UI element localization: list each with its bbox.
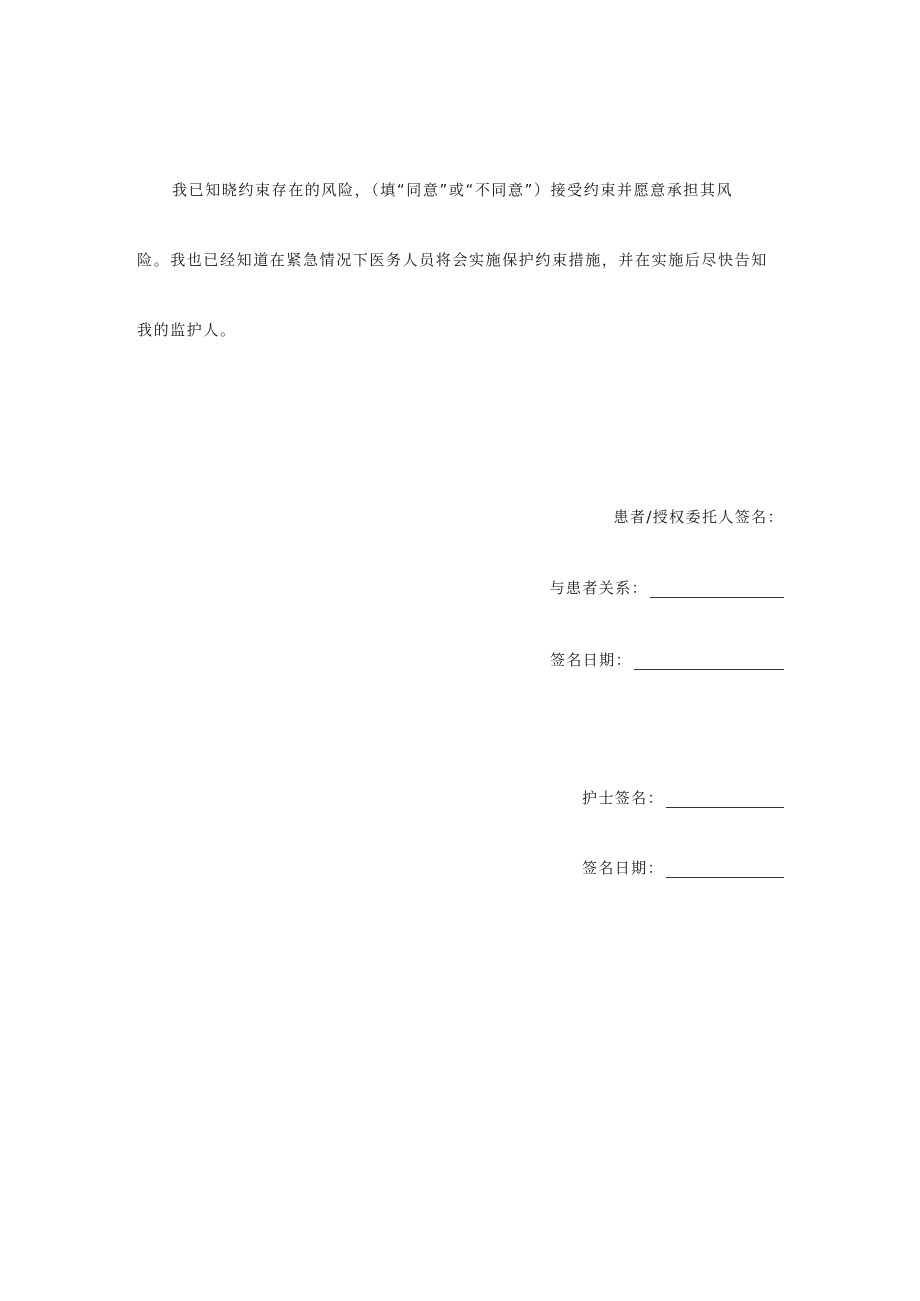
nurse-signature-label: 护士签名：	[581, 789, 664, 807]
relation-row	[550, 578, 784, 598]
consent-text-line-2: 险。我也已经知道在紧急情况下医务人员将会实施保护约束措施，并在实施后尽快告知	[137, 251, 768, 269]
nurse-date-blank-field[interactable]	[666, 863, 784, 878]
relation-blank-field[interactable]	[650, 583, 784, 598]
nurse-signature-row	[582, 788, 784, 808]
patient-date-blank-field[interactable]	[634, 655, 784, 670]
nurse-date-label: 签名日期：	[581, 859, 664, 877]
nurse-signature-blank-field[interactable]	[666, 793, 784, 808]
relation-label: 与患者关系：	[549, 579, 648, 597]
consent-text-line-1: 我已知晓约束存在的风险，（填“同意”或“不同意”）接受约束并愿意承担其风	[172, 181, 734, 199]
patient-date-label: 签名日期：	[549, 651, 632, 669]
patient-signature-row	[614, 507, 784, 527]
consent-text-line-3: 我的监护人。	[137, 321, 237, 339]
patient-date-row	[550, 650, 784, 670]
patient-signature-label: 患者/授权委托人签名：	[613, 508, 784, 526]
nurse-date-row	[582, 858, 784, 878]
